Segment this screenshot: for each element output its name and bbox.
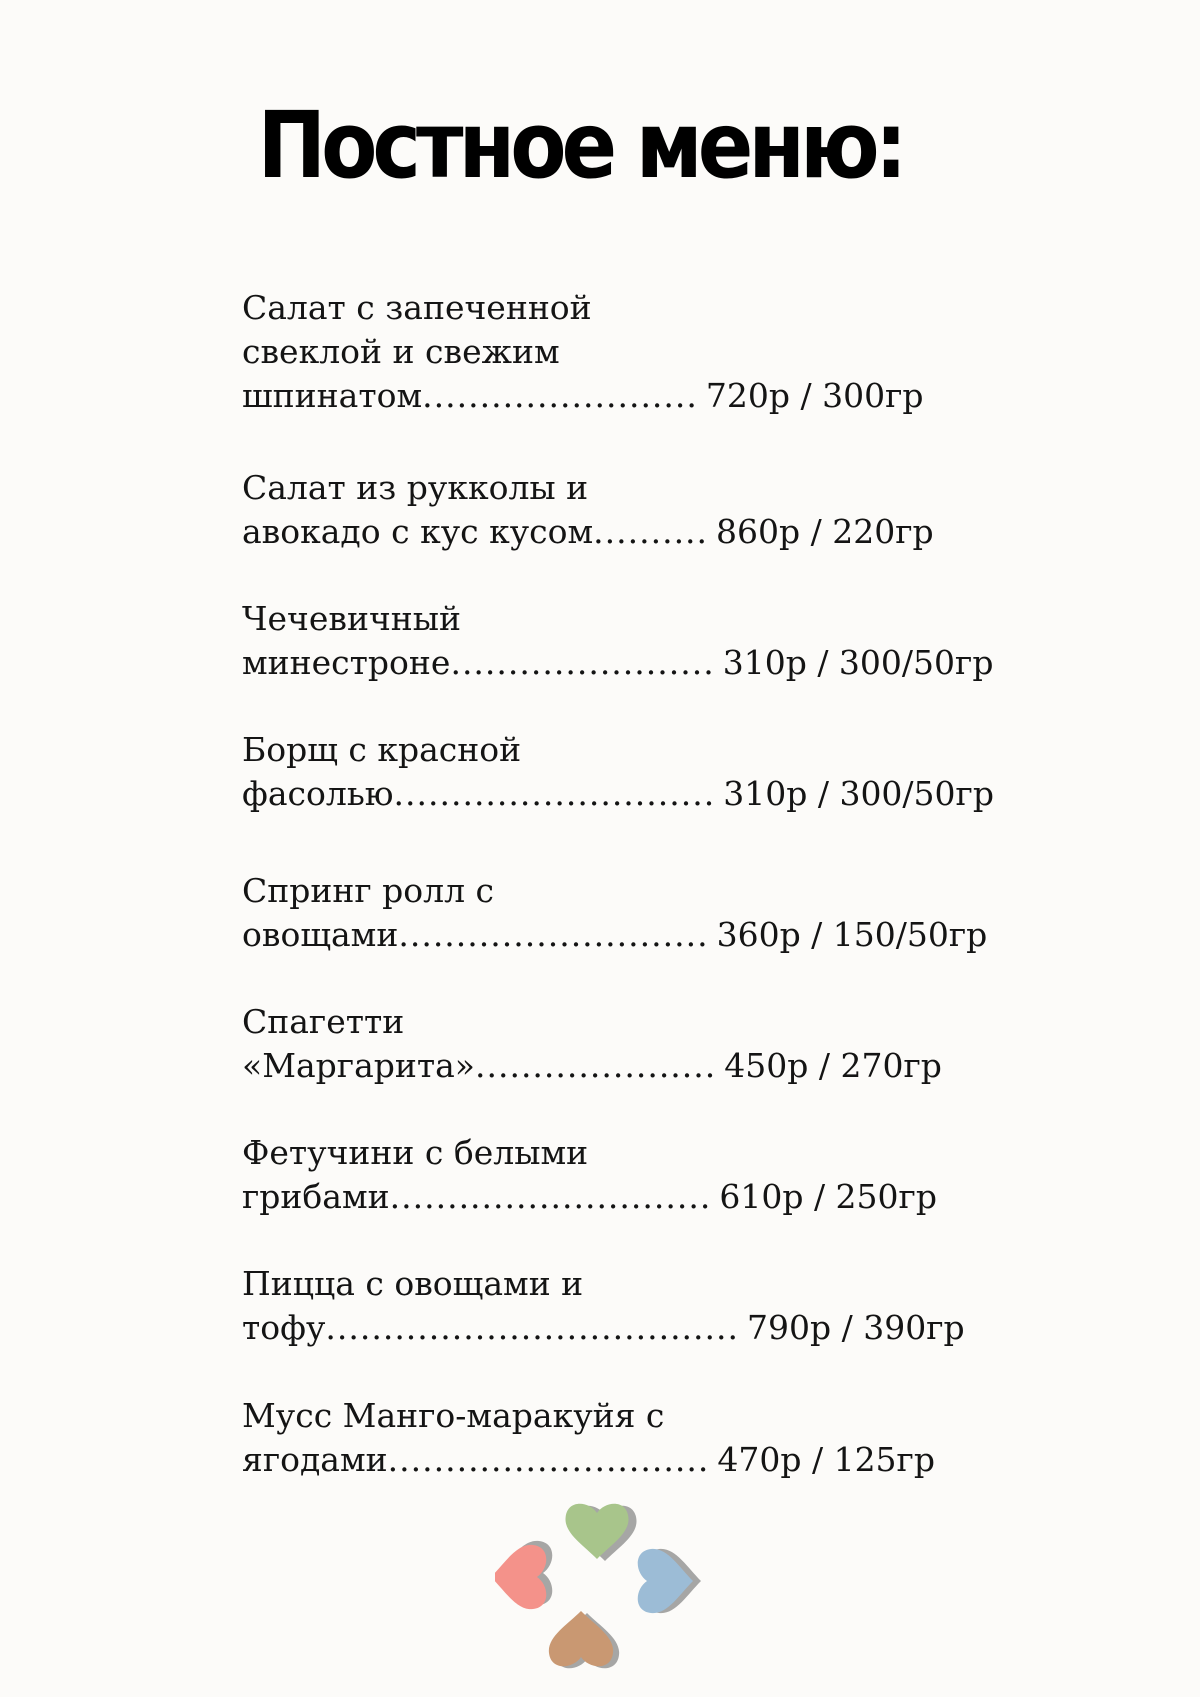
menu-item-name-line: свеклой и свежим bbox=[242, 332, 560, 371]
menu-item-price: 310р / 300/50гр bbox=[723, 774, 994, 813]
menu-item-name-line: Спагетти bbox=[242, 1002, 405, 1041]
menu-item-price: 360р / 150/50гр bbox=[716, 915, 988, 954]
menu-item bbox=[242, 597, 994, 685]
menu-item-name-line: «Маргарита» bbox=[242, 1046, 475, 1085]
menu-item-name-line: шпинатом bbox=[242, 376, 423, 415]
menu-item-price: 790р / 390гр bbox=[747, 1308, 965, 1347]
menu-item-name-line: Мусс Манго-маракуйя с bbox=[242, 1396, 665, 1435]
menu-item-name-line: Салат с запеченной bbox=[242, 288, 592, 327]
four-heart-clover-icon bbox=[495, 1493, 705, 1685]
menu-item-name-line: Пицца с овощами и bbox=[242, 1264, 584, 1303]
menu-item-price: 310р / 300/50гр bbox=[722, 643, 994, 682]
menu-item-name-line: овощами bbox=[242, 915, 399, 954]
menu-item-price: 720р / 300гр bbox=[705, 376, 924, 415]
menu-item-price: 860р / 220гр bbox=[716, 512, 934, 551]
menu-item-name-line: авокадо с кус кусом bbox=[242, 512, 594, 551]
page-title: Постное меню: bbox=[257, 93, 903, 200]
dot-leader: ........................... bbox=[398, 915, 709, 954]
menu-item-name-line: фасолью bbox=[242, 774, 394, 813]
menu-item bbox=[242, 869, 988, 957]
menu-item bbox=[242, 286, 972, 418]
menu-item-name-line: Борщ с красной bbox=[242, 730, 522, 769]
menu-item bbox=[242, 466, 972, 554]
dot-leader: .................................... bbox=[325, 1308, 740, 1347]
menu-item-name-line: минестроне bbox=[242, 643, 451, 682]
menu-item-name-line: Фетучини с белыми bbox=[242, 1133, 589, 1172]
menu-item-name-line: тофу bbox=[242, 1308, 326, 1347]
dot-leader: .......... bbox=[593, 512, 709, 551]
dot-leader: ............................ bbox=[389, 1177, 712, 1216]
menu-item-name-line: Салат из рукколы и bbox=[242, 468, 589, 507]
dot-leader: ........................ bbox=[422, 376, 698, 415]
menu-item-name-line: Чечевичный bbox=[242, 599, 462, 638]
dot-leader: ..................... bbox=[474, 1046, 717, 1085]
dot-leader: ....................... bbox=[450, 643, 715, 682]
menu-item-name-line: ягодами bbox=[242, 1440, 388, 1479]
menu-item-name-line: Спринг ролл с bbox=[242, 871, 495, 910]
menu-item-price: 450р / 270гр bbox=[724, 1046, 942, 1085]
menu-item-price: 470р / 125гр bbox=[717, 1440, 935, 1479]
menu-item-name-line: грибами bbox=[242, 1177, 390, 1216]
menu-item bbox=[242, 1262, 972, 1350]
menu-item-price: 610р / 250гр bbox=[719, 1177, 937, 1216]
menu-item bbox=[242, 1000, 972, 1088]
menu-item bbox=[242, 1131, 972, 1219]
blue-heart bbox=[638, 1549, 693, 1613]
dot-leader: ............................ bbox=[387, 1440, 710, 1479]
dot-leader: ............................ bbox=[393, 774, 716, 813]
menu-item bbox=[242, 1394, 972, 1482]
menu-item bbox=[242, 728, 994, 816]
